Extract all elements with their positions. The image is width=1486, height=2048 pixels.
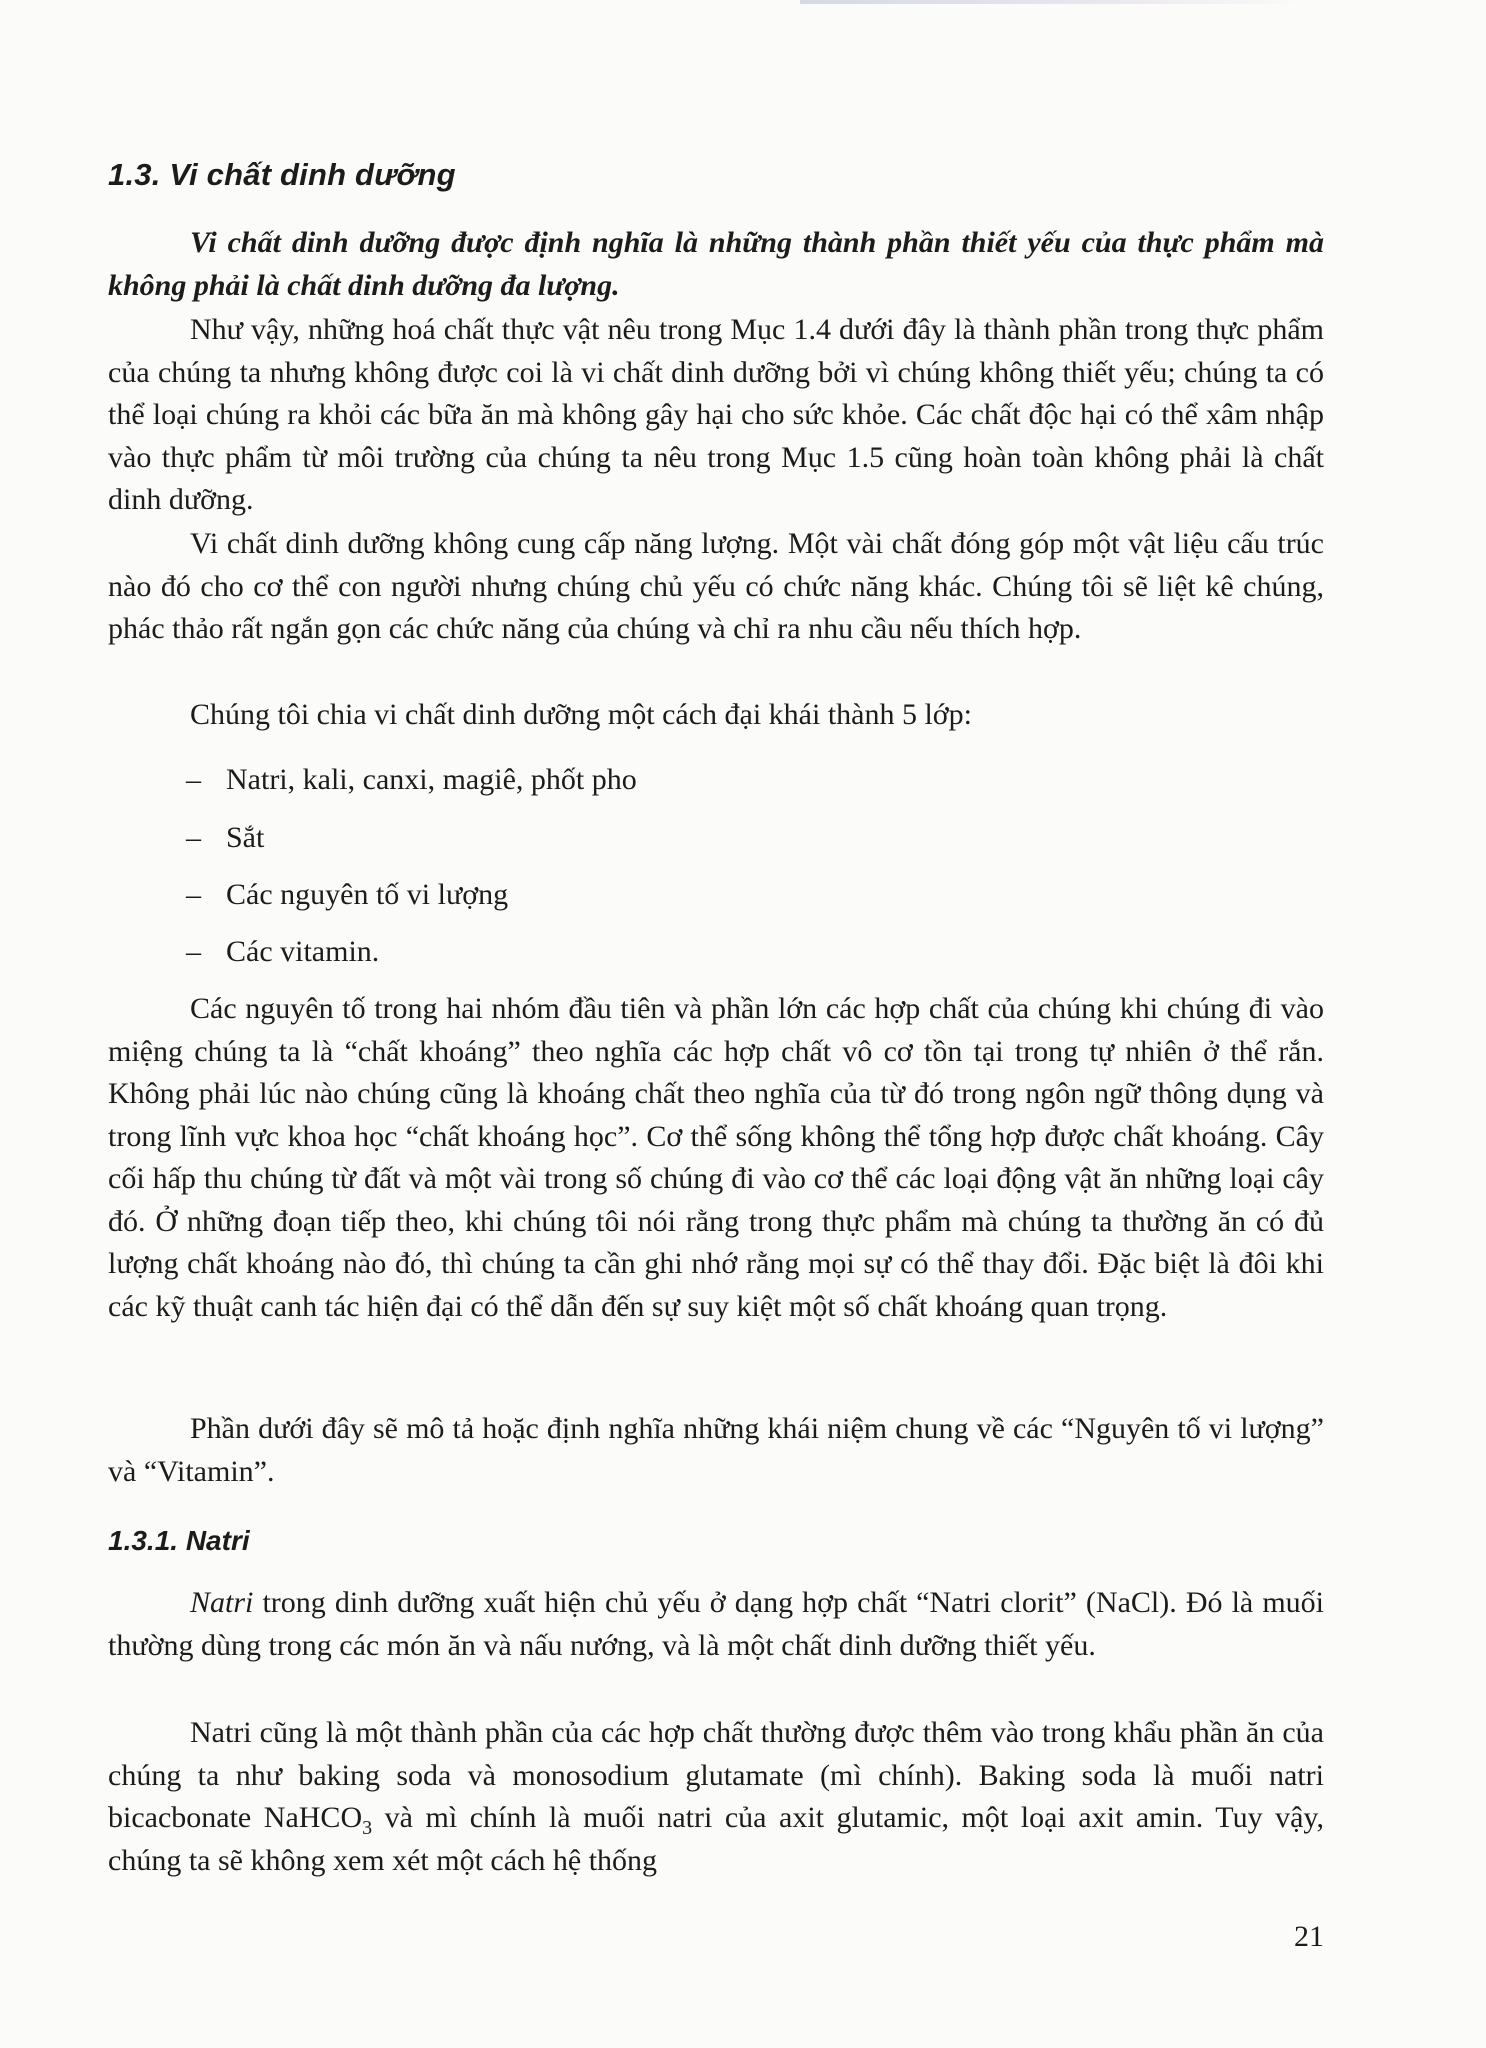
- paragraph-text: trong dinh dưỡng xuất hiện chủ yếu ở dạng hợp chất “Natri clorit” (NaCl). Đó là muối thường dùng trong các món ăn và nấu nướng, và là một chất dinh dưỡng thiết yếu.: [108, 1586, 1324, 1662]
- body-paragraph: Chúng tôi chia vi chất dinh dưỡng một cách đại khái thành 5 lớp:: [190, 698, 973, 731]
- list-item-text: Các nguyên tố vi lượng: [226, 878, 509, 911]
- body-paragraph: [108, 1582, 1324, 1667]
- subscript: 3: [362, 1817, 373, 1839]
- list-item: [186, 931, 379, 973]
- list-item-text: Sắt: [226, 821, 265, 854]
- paragraph-text: và mì chính là muối natri của axit glutamic, một loại axit amin. Tuy vậy, chúng ta sẽ không xem xét một cách hệ thống: [108, 1801, 1324, 1877]
- definition-paragraph: Vi chất dinh dưỡng được định nghĩa là những thành phần thiết yếu của thực phẩm mà không phải là chất dinh dưỡng đa lượng.: [108, 226, 1324, 302]
- body-paragraph: Như vậy, những hoá chất thực vật nêu trong Mục 1.4 dưới đây là thành phần trong thực phẩm của chúng ta nhưng không được coi là vi chất dinh dưỡng bởi vì chúng không thiết yếu; chúng ta có thể loại chúng ra khỏi các bữa ăn mà không gây hại cho sức khỏe. Các chất độc hại có thể xâm nhập vào thực phẩm từ môi trường của chúng ta nêu trong Mục 1.5 cũng hoàn toàn không phải là chất dinh dưỡng.: [108, 313, 1324, 516]
- paragraph-text: Natri cũng là một thành phần của các hợp chất thường được thêm vào trong khẩu phần ăn của chúng ta như baking soda và monosodium glutamate (mì chính). Baking soda là muối natri bicacbonate NaHCO: [108, 1716, 1324, 1834]
- list-marker: –: [186, 935, 201, 968]
- list-marker: –: [186, 878, 201, 911]
- list-marker: –: [186, 821, 201, 854]
- body-paragraph: Phần dưới đây sẽ mô tả hoặc định nghĩa những khái niệm chung về các “Nguyên tố vi lượng” và “Vitamin”.: [108, 1412, 1324, 1488]
- scan-edge-line: [800, 0, 1300, 4]
- page-number: 21: [1294, 1920, 1324, 1953]
- subsection-heading: 1.3.1. Natri: [108, 1525, 250, 1556]
- body-paragraph: Vi chất dinh dưỡng không cung cấp năng lượng. Một vài chất đóng góp một vật liệu cấu trúc nào đó cho cơ thể con người nhưng chúng chủ yếu có chức năng khác. Chúng tôi sẽ liệt kê chúng, phác thảo rất ngắn gọn các chức năng của chúng và chỉ ra nhu cầu nếu thích hợp.: [108, 527, 1324, 645]
- section-heading: 1.3. Vi chất dinh dưỡng: [108, 157, 456, 192]
- body-paragraph: [108, 1712, 1324, 1882]
- list-item: [186, 817, 264, 859]
- list-item-text: Natri, kali, canxi, magiê, phốt pho: [226, 763, 637, 796]
- term-natri: Natri: [190, 1586, 254, 1619]
- body-paragraph: Các nguyên tố trong hai nhóm đầu tiên và phần lớn các hợp chất của chúng khi chúng đi vào miệng chúng ta là “chất khoáng” theo nghĩa các hợp chất vô cơ tồn tại trong tự nhiên ở thể rắn. Không phải lúc nào chúng cũng là khoáng chất theo nghĩa của từ đó trong ngôn ngữ thông dụng và trong lĩnh vực khoa học “chất khoáng học”. Cơ thể sống không thể tổng hợp được chất khoáng. Cây cối hấp thu chúng từ đất và một vài trong số chúng đi vào cơ thể các loại động vật ăn những loại cây đó. Ở những đoạn tiếp theo, khi chúng tôi nói rằng trong thực phẩm mà chúng ta thường ăn có đủ lượng chất khoáng nào đó, thì chúng ta cần ghi nhớ rằng mọi sự có thể thay đổi. Đặc biệt là đôi khi các kỹ thuật canh tác hiện đại có thể dẫn đến sự suy kiệt một số chất khoáng quan trọng.: [108, 992, 1324, 1323]
- list-item: [186, 874, 508, 916]
- list-item-text: Các vitamin.: [226, 935, 380, 968]
- list-item: [186, 759, 637, 801]
- list-marker: –: [186, 763, 201, 796]
